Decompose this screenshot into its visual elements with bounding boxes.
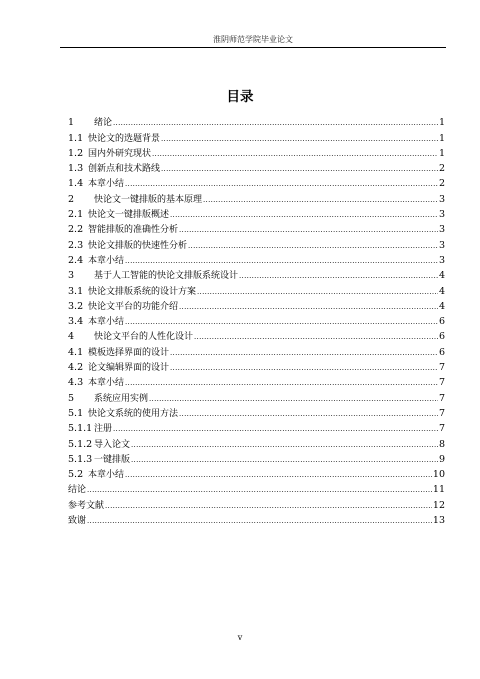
- toc-entry-page: 4: [438, 270, 445, 282]
- toc-entry-page: 2: [438, 178, 445, 190]
- toc-entry[interactable]: [68, 175, 445, 190]
- toc-entry[interactable]: [68, 313, 445, 328]
- toc-dot-leader: [197, 286, 438, 298]
- toc-entry[interactable]: [68, 282, 445, 297]
- toc-entry-number: 4.1: [68, 346, 84, 358]
- toc-entry[interactable]: [68, 343, 445, 358]
- toc-entry-page: 6: [438, 346, 445, 358]
- toc-entry-number: 3.4: [68, 316, 84, 328]
- toc-entry-title: 快论文一键排版的基本原理: [94, 194, 203, 205]
- toc-entry-title: 致谢: [68, 516, 87, 527]
- toc-entry-page: 6: [438, 331, 445, 343]
- toc-entry[interactable]: [68, 451, 445, 466]
- toc-entry-page: 4: [438, 300, 445, 312]
- toc-entry-title: 一键排版: [94, 454, 131, 465]
- toc-dot-leader: [131, 454, 438, 466]
- table-of-contents: [68, 114, 445, 527]
- page-title: 目录: [226, 89, 254, 105]
- toc-dot-leader: [125, 255, 438, 267]
- toc-entry-page: 12: [432, 499, 445, 511]
- toc-entry-title: 注册: [94, 424, 113, 435]
- toc-entry-title: 快论文排版的快速性分析: [88, 240, 188, 251]
- toc-entry-number: 5.1.1: [68, 423, 93, 435]
- toc-entry-number: 5.2: [68, 469, 84, 481]
- toc-entry[interactable]: [68, 114, 445, 129]
- toc-dot-leader: [161, 163, 438, 175]
- toc-entry[interactable]: [68, 389, 445, 404]
- toc-entry-title: 快论文排版系统的设计方案: [88, 286, 197, 297]
- toc-entry-page: 3: [438, 193, 445, 205]
- toc-entry-page: 8: [438, 438, 445, 450]
- toc-entry[interactable]: [68, 236, 445, 251]
- toc-entry[interactable]: [68, 435, 445, 450]
- toc-entry-number: 1: [68, 117, 75, 129]
- toc-entry-title: 本章小结: [88, 470, 125, 481]
- toc-entry-page: 3: [438, 254, 445, 266]
- toc-entry-title: 模板选择界面的设计: [88, 347, 170, 358]
- toc-entry-page: 11: [432, 484, 445, 496]
- toc-entry[interactable]: [68, 298, 445, 313]
- toc-entry-page: 10: [432, 469, 445, 481]
- toc-entry-title: 快论文平台的功能介绍: [88, 301, 179, 312]
- toc-entry[interactable]: [68, 129, 445, 144]
- toc-dot-leader: [149, 393, 438, 405]
- toc-entry-number: 3.2: [68, 300, 84, 312]
- toc-dot-leader: [194, 331, 438, 343]
- toc-entry-title: 参考文献: [68, 500, 105, 511]
- toc-entry-title: 绪论: [94, 118, 113, 129]
- toc-entry-page: 3: [438, 224, 445, 236]
- toc-entry-page: 7: [438, 362, 445, 374]
- toc-entry-title: 基于人工智能的快论文排版系统设计: [94, 271, 239, 282]
- toc-dot-leader: [188, 240, 438, 252]
- toc-entry-page: 1: [438, 132, 445, 144]
- toc-entry-number: 5: [68, 392, 75, 404]
- toc-entry-title: 本章小结: [88, 378, 125, 389]
- toc-entry-number: 3: [68, 270, 75, 282]
- toc-entry-page: 1: [438, 147, 445, 159]
- toc-entry-title: 系统应用实例: [94, 393, 149, 404]
- toc-entry[interactable]: [68, 466, 445, 481]
- toc-entry-page: 13: [432, 515, 445, 527]
- toc-entry-page: 3: [438, 209, 445, 221]
- toc-entry-page: 7: [438, 392, 445, 404]
- toc-dot-leader: [113, 117, 438, 129]
- toc-entry-number: 1.3: [68, 163, 84, 175]
- toc-dot-leader: [125, 316, 438, 328]
- toc-dot-leader: [239, 270, 438, 282]
- toc-entry-title: 快论文平台的人性化设计: [94, 332, 194, 343]
- toc-entry-number: 4.3: [68, 377, 84, 389]
- toc-entry-page: 7: [438, 423, 445, 435]
- running-header: 淮阴师范学院毕业论文: [213, 35, 293, 44]
- toc-entry-number: 1.4: [68, 178, 84, 190]
- toc-entry-title: 结论: [68, 485, 87, 496]
- toc-dot-leader: [87, 515, 432, 527]
- toc-entry[interactable]: [68, 496, 445, 511]
- toc-entry-number: 2.4: [68, 254, 84, 266]
- toc-entry[interactable]: [68, 190, 445, 205]
- toc-dot-leader: [113, 423, 438, 435]
- page-number: v: [237, 633, 243, 642]
- toc-entry-number: 2: [68, 193, 75, 205]
- toc-entry-page: 9: [438, 453, 445, 465]
- toc-entry-page: 4: [438, 285, 445, 297]
- toc-dot-leader: [125, 469, 432, 481]
- toc-entry[interactable]: [68, 481, 445, 496]
- toc-dot-leader: [161, 133, 438, 145]
- toc-entry-number: 5.1.2: [68, 438, 93, 450]
- toc-entry-number: 3.1: [68, 285, 84, 297]
- toc-entry-title: 导入论文: [94, 439, 131, 450]
- toc-dot-leader: [125, 377, 438, 389]
- toc-entry-page: 7: [438, 407, 445, 419]
- header-rule: [60, 47, 446, 48]
- toc-entry-title: 本章小结: [88, 317, 125, 328]
- toc-entry-page: 1: [438, 117, 445, 129]
- toc-entry[interactable]: [68, 405, 445, 420]
- toc-dot-leader: [179, 301, 438, 313]
- toc-entry[interactable]: [68, 374, 445, 389]
- toc-entry-title: 快论文系统的使用方法: [88, 408, 179, 419]
- toc-dot-leader: [170, 209, 438, 221]
- toc-dot-leader: [203, 194, 438, 206]
- toc-entry[interactable]: [68, 252, 445, 267]
- toc-entry-title: 本章小结: [88, 179, 125, 190]
- toc-entry[interactable]: [68, 160, 445, 175]
- toc-entry[interactable]: [68, 145, 445, 160]
- toc-dot-leader: [131, 439, 438, 451]
- toc-entry-page: 3: [438, 239, 445, 251]
- toc-entry[interactable]: [68, 221, 445, 236]
- toc-entry-title: 快论文一键排版概述: [88, 210, 170, 221]
- toc-entry-page: 6: [438, 316, 445, 328]
- toc-entry-number: 2.1: [68, 209, 84, 221]
- toc-entry-number: 5.1: [68, 407, 84, 419]
- toc-entry-number: 5.1.3: [68, 453, 93, 465]
- toc-entry-title: 创新点和技术路线: [88, 164, 161, 175]
- toc-dot-leader: [179, 224, 438, 236]
- toc-entry-number: 1.2: [68, 147, 84, 159]
- toc-entry[interactable]: [68, 267, 445, 282]
- toc-dot-leader: [152, 148, 438, 160]
- toc-dot-leader: [179, 408, 438, 420]
- toc-dot-leader: [87, 484, 432, 496]
- toc-entry[interactable]: [68, 359, 445, 374]
- toc-entry-page: 2: [438, 163, 445, 175]
- toc-entry-title: 快论文的选题背景: [88, 133, 161, 144]
- toc-entry-title: 国内外研究现状: [88, 148, 152, 159]
- toc-entry-number: 4.2: [68, 362, 84, 374]
- toc-dot-leader: [170, 362, 438, 374]
- toc-entry-number: 2.2: [68, 224, 84, 236]
- toc-entry[interactable]: [68, 512, 445, 527]
- toc-entry-number: 1.1: [68, 132, 84, 144]
- toc-entry[interactable]: [68, 206, 445, 221]
- toc-dot-leader: [170, 347, 438, 359]
- toc-entry-title: 本章小结: [88, 255, 125, 266]
- toc-entry[interactable]: [68, 328, 445, 343]
- toc-entry-title: 智能排版的准确性分析: [88, 225, 179, 236]
- toc-entry-title: 论文编辑界面的设计: [88, 363, 170, 374]
- toc-entry-number: 4: [68, 331, 75, 343]
- toc-entry[interactable]: [68, 420, 445, 435]
- toc-dot-leader: [125, 178, 438, 190]
- toc-dot-leader: [105, 500, 432, 512]
- toc-entry-page: 7: [438, 377, 445, 389]
- toc-entry-number: 2.3: [68, 239, 84, 251]
